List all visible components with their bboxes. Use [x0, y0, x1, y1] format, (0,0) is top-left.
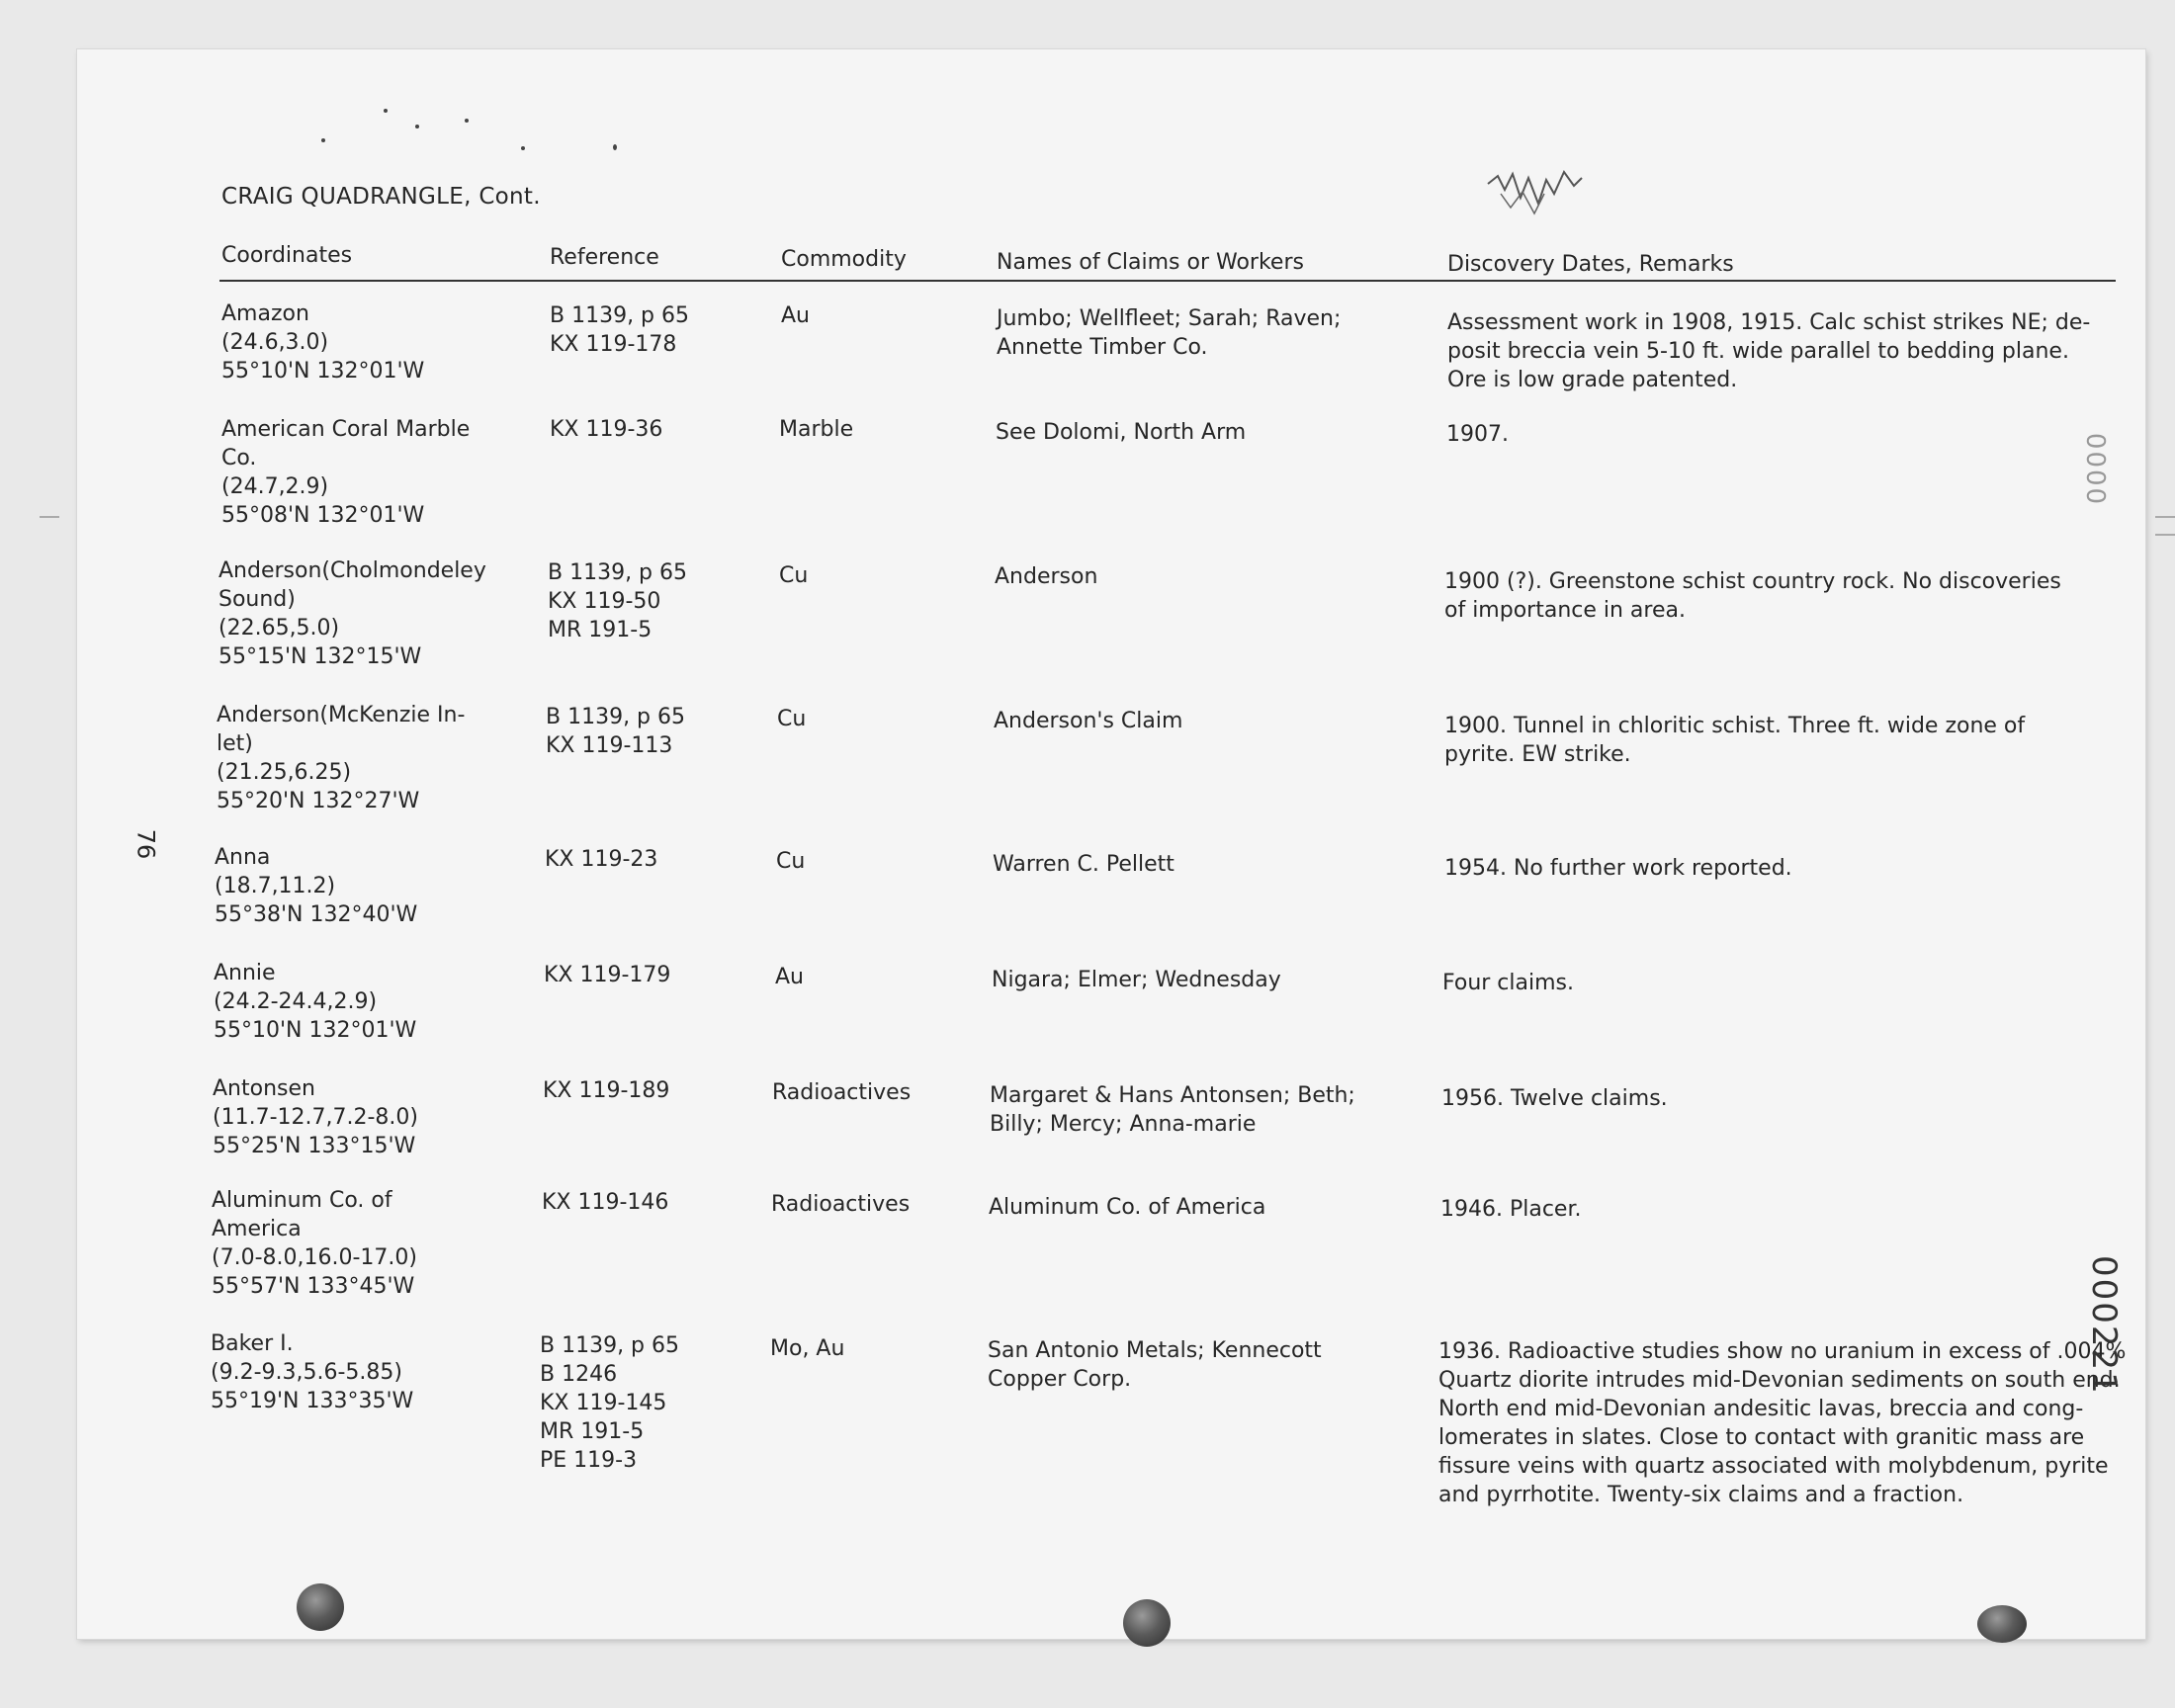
row-5-reference: KX 119-23	[545, 847, 658, 872]
row-8-reference: KX 119-146	[542, 1190, 669, 1215]
row-9-commodity: Mo, Au	[770, 1336, 845, 1361]
row-8-coordinates: Aluminum Co. of America (7.0-8.0,16.0-17.0) 55°57'N 133°45'W	[212, 1188, 417, 1299]
side-number-bottom	[2084, 1255, 2124, 1315]
page-title: CRAIG QUADRANGLE, Cont.	[221, 184, 541, 210]
row-6-coordinates: Annie (24.2-24.4,2.9) 55°10'N 132°01'W	[214, 961, 417, 1043]
header-coordinates: Coordinates	[221, 243, 353, 268]
scan-speck	[321, 138, 325, 142]
row-6-remarks: Four claims.	[1442, 971, 1574, 995]
scan-speck	[521, 146, 525, 150]
row-7-remarks: 1956. Twelve claims.	[1441, 1086, 1668, 1111]
row-9-names: San Antonio Metals; Kennecott Copper Corp.	[988, 1338, 1322, 1392]
scan-speck	[465, 119, 469, 123]
header-reference: Reference	[550, 245, 659, 270]
row-8-remarks: 1946. Placer.	[1440, 1197, 1582, 1222]
row-2-coordinates: American Coral Marble Co. (24.7,2.9) 55°08'N 132°01'W	[221, 417, 471, 528]
row-3-reference: B 1139, p 65 KX 119-50 MR 191-5	[548, 560, 688, 642]
punch-hole	[297, 1583, 344, 1631]
row-6-names: Nigara; Elmer; Wednesday	[992, 968, 1281, 992]
punch-hole	[1123, 1599, 1171, 1647]
row-1-reference: B 1139, p 65 KX 119-178	[550, 303, 690, 357]
punch-hole	[1977, 1605, 2027, 1643]
row-1-names: Jumbo; Wellfleet; Sarah; Raven; Annette Timber Co.	[997, 306, 1342, 360]
row-4-names: Anderson's Claim	[994, 709, 1183, 733]
row-3-names: Anderson	[995, 564, 1098, 589]
header-names: Names of Claims or Workers	[997, 250, 1304, 275]
page-number: 76	[131, 828, 160, 860]
row-5-commodity: Cu	[776, 849, 806, 874]
row-8-names: Aluminum Co. of America	[989, 1195, 1266, 1220]
row-5-remarks: 1954. No further work reported.	[1444, 856, 1792, 881]
row-3-coordinates: Anderson(Cholmondeley Sound) (22.65,5.0) 55°15'N 132°15'W	[218, 558, 486, 669]
row-2-remarks: 1907.	[1446, 422, 1509, 447]
row-3-commodity: Cu	[779, 563, 809, 588]
scan-speck	[613, 144, 617, 150]
row-9-reference: B 1139, p 65 B 1246 KX 119-145 MR 191-5 PE 119-3	[540, 1333, 680, 1473]
scan-speck	[384, 109, 388, 113]
row-1-commodity: Au	[781, 303, 810, 328]
row-5-names: Warren C. Pellett	[993, 852, 1174, 877]
row-4-commodity: Cu	[777, 707, 807, 731]
row-2-reference: KX 119-36	[550, 417, 663, 442]
header-remarks: Discovery Dates, Remarks	[1447, 252, 1734, 277]
edge-mark	[2155, 516, 2175, 518]
row-2-commodity: Marble	[779, 417, 854, 442]
handwritten-mark	[1483, 164, 1592, 223]
row-7-commodity: Radioactives	[772, 1080, 912, 1105]
row-1-coordinates: Amazon (24.6,3.0) 55°10'N 132°01'W	[221, 301, 425, 384]
row-6-commodity: Au	[775, 965, 804, 989]
row-1-remarks: Assessment work in 1908, 1915. Calc schist strikes NE; de- posit breccia vein 5-10 ft. wide parallel to bedding plane. Ore is low grade patented.	[1447, 310, 2091, 392]
row-7-coordinates: Antonsen (11.7-12.7,7.2-8.0) 55°25'N 133°15'W	[213, 1076, 418, 1158]
row-6-reference: KX 119-179	[544, 963, 671, 987]
edge-mark	[2155, 534, 2175, 536]
row-5-coordinates: Anna (18.7,11.2) 55°38'N 132°40'W	[215, 845, 418, 927]
side-number-top: 0000	[2080, 432, 2111, 507]
row-4-reference: B 1139, p 65 KX 119-113	[546, 705, 686, 758]
scan-speck	[415, 125, 419, 128]
row-3-remarks: 1900 (?). Greenstone schist country rock. No discoveries of importance in area.	[1444, 569, 2061, 623]
row-4-remarks: 1900. Tunnel in chloritic schist. Three ft. wide zone of pyrite. EW strike.	[1444, 714, 2026, 767]
header-rule	[219, 280, 2116, 282]
edge-mark	[40, 516, 59, 518]
row-9-remarks: 1936. Radioactive studies show no uranium in excess of .004% Quartz diorite intrudes mid-Devonian sediments on south end. North end mid-Devonian andesitic lavas, breccia and cong- lomerates in slates. Close to contact with granitic mass are fissure veins with quartz associated with molybdenum, pyrite and pyrrhotite. Twenty-six claims and a fraction.	[1438, 1339, 2127, 1507]
row-7-reference: KX 119-189	[543, 1078, 670, 1103]
row-2-names: See Dolomi, North Arm	[996, 420, 1247, 445]
row-4-coordinates: Anderson(McKenzie In- let) (21.25,6.25) 55°20'N 132°27'W	[217, 703, 466, 813]
row-8-commodity: Radioactives	[771, 1192, 911, 1217]
row-9-coordinates: Baker I. (9.2-9.3,5.6-5.85) 55°19'N 133°35'W	[211, 1331, 414, 1413]
header-commodity: Commodity	[781, 247, 907, 272]
row-7-names: Margaret & Hans Antonsen; Beth; Billy; Mercy; Anna-marie	[990, 1083, 1355, 1137]
